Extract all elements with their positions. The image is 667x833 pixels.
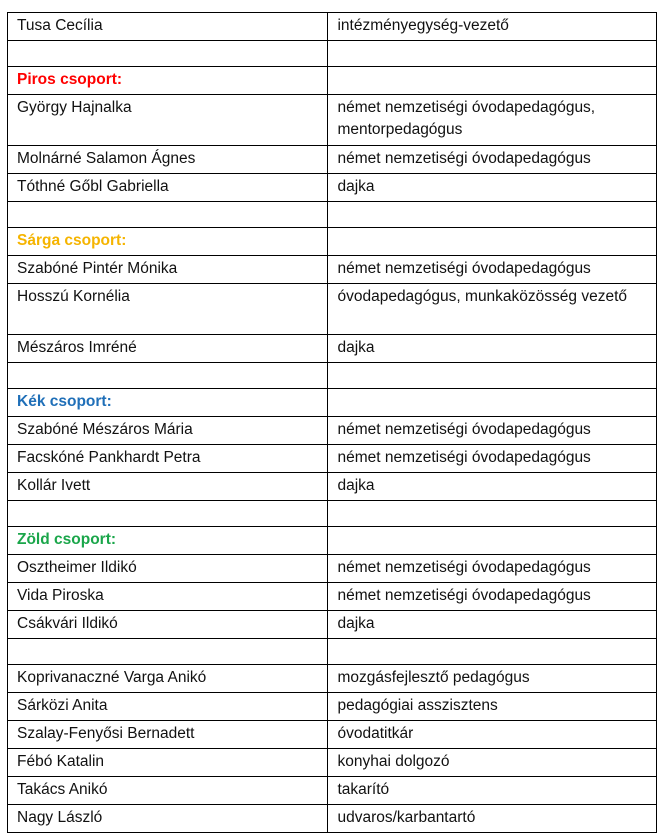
empty-cell: [328, 67, 657, 95]
staff-name: Molnárné Salamon Ágnes: [8, 146, 328, 174]
staff-name: Tusa Cecília: [8, 13, 328, 41]
staff-role: pedagógiai asszisztens: [328, 693, 657, 721]
group-header-row: [8, 527, 657, 555]
staff-name: Szabóné Pintér Mónika: [8, 256, 328, 284]
staff-name: Fébó Katalin: [8, 749, 328, 777]
staff-role: német nemzetiségi óvodapedagógus: [328, 555, 657, 583]
staff-row: [8, 256, 657, 284]
staff-role: intézményegység-vezető: [328, 13, 657, 41]
group-heading-zold: Zöld csoport:: [8, 527, 328, 555]
staff-row: [8, 749, 657, 777]
spacer-row: [8, 639, 657, 665]
staff-name: Nagy László: [8, 805, 328, 833]
staff-name: Csákvári Ildikó: [8, 611, 328, 639]
empty-cell: [328, 389, 657, 417]
staff-role: német nemzetiségi óvodapedagógus: [328, 256, 657, 284]
staff-role: [328, 363, 657, 389]
staff-role: dajka: [328, 611, 657, 639]
staff-row: [8, 805, 657, 833]
staff-name: Osztheimer Ildikó: [8, 555, 328, 583]
staff-role: német nemzetiségi óvodapedagógus: [328, 146, 657, 174]
staff-role: [328, 501, 657, 527]
staff-name: Koprivanaczné Varga Anikó: [8, 665, 328, 693]
staff-row: [8, 693, 657, 721]
staff-name: [8, 639, 328, 665]
staff-role: [328, 202, 657, 228]
spacer-row: [8, 363, 657, 389]
staff-role: német nemzetiségi óvodapedagógus: [328, 583, 657, 611]
staff-role: óvodapedagógus, munkaközösség vezető: [328, 284, 657, 335]
staff-row: [8, 445, 657, 473]
staff-row: [8, 13, 657, 41]
staff-role: német nemzetiségi óvodapedagógus: [328, 417, 657, 445]
staff-name: Szalay-Fenyősi Bernadett: [8, 721, 328, 749]
staff-row: [8, 473, 657, 501]
staff-role: dajka: [328, 473, 657, 501]
staff-name: Facskóné Pankhardt Petra: [8, 445, 328, 473]
staff-name: [8, 202, 328, 228]
staff-role: dajka: [328, 174, 657, 202]
staff-name: Vida Piroska: [8, 583, 328, 611]
group-heading-piros: Piros csoport:: [8, 67, 328, 95]
staff-row: [8, 284, 657, 335]
staff-row: [8, 583, 657, 611]
staff-name: György Hajnalka: [8, 95, 328, 146]
staff-row: [8, 146, 657, 174]
staff-row: [8, 555, 657, 583]
staff-role: mozgásfejlesztő pedagógus: [328, 665, 657, 693]
staff-row: [8, 174, 657, 202]
group-heading-sarga: Sárga csoport:: [8, 228, 328, 256]
group-header-row: [8, 67, 657, 95]
staff-role: konyhai dolgozó: [328, 749, 657, 777]
staff-role: takarító: [328, 777, 657, 805]
staff-row: [8, 665, 657, 693]
empty-cell: [328, 527, 657, 555]
staff-role: óvodatitkár: [328, 721, 657, 749]
staff-name: [8, 363, 328, 389]
staff-name: Tóthné Gőbl Gabriella: [8, 174, 328, 202]
staff-role: német nemzetiségi óvodapedagógus: [328, 445, 657, 473]
group-header-row: [8, 389, 657, 417]
staff-role: [328, 639, 657, 665]
staff-name: Takács Anikó: [8, 777, 328, 805]
staff-name: Szabóné Mészáros Mária: [8, 417, 328, 445]
staff-name: Mészáros Imréné: [8, 335, 328, 363]
group-header-row: [8, 228, 657, 256]
staff-name: [8, 41, 328, 67]
staff-table: [7, 12, 657, 833]
spacer-row: [8, 202, 657, 228]
staff-role: német nemzetiségi óvodapedagógus, mentorpedagógus: [328, 95, 657, 146]
staff-row: [8, 611, 657, 639]
staff-row: [8, 95, 657, 146]
staff-name: [8, 501, 328, 527]
staff-role: [328, 41, 657, 67]
staff-role: udvaros/karbantartó: [328, 805, 657, 833]
spacer-row: [8, 501, 657, 527]
staff-row: [8, 721, 657, 749]
staff-role: dajka: [328, 335, 657, 363]
staff-name: Kollár Ivett: [8, 473, 328, 501]
spacer-row: [8, 41, 657, 67]
empty-cell: [328, 228, 657, 256]
staff-name: Sárközi Anita: [8, 693, 328, 721]
staff-row: [8, 417, 657, 445]
staff-name: Hosszú Kornélia: [8, 284, 328, 335]
group-heading-kek: Kék csoport:: [8, 389, 328, 417]
staff-row: [8, 777, 657, 805]
staff-row: [8, 335, 657, 363]
